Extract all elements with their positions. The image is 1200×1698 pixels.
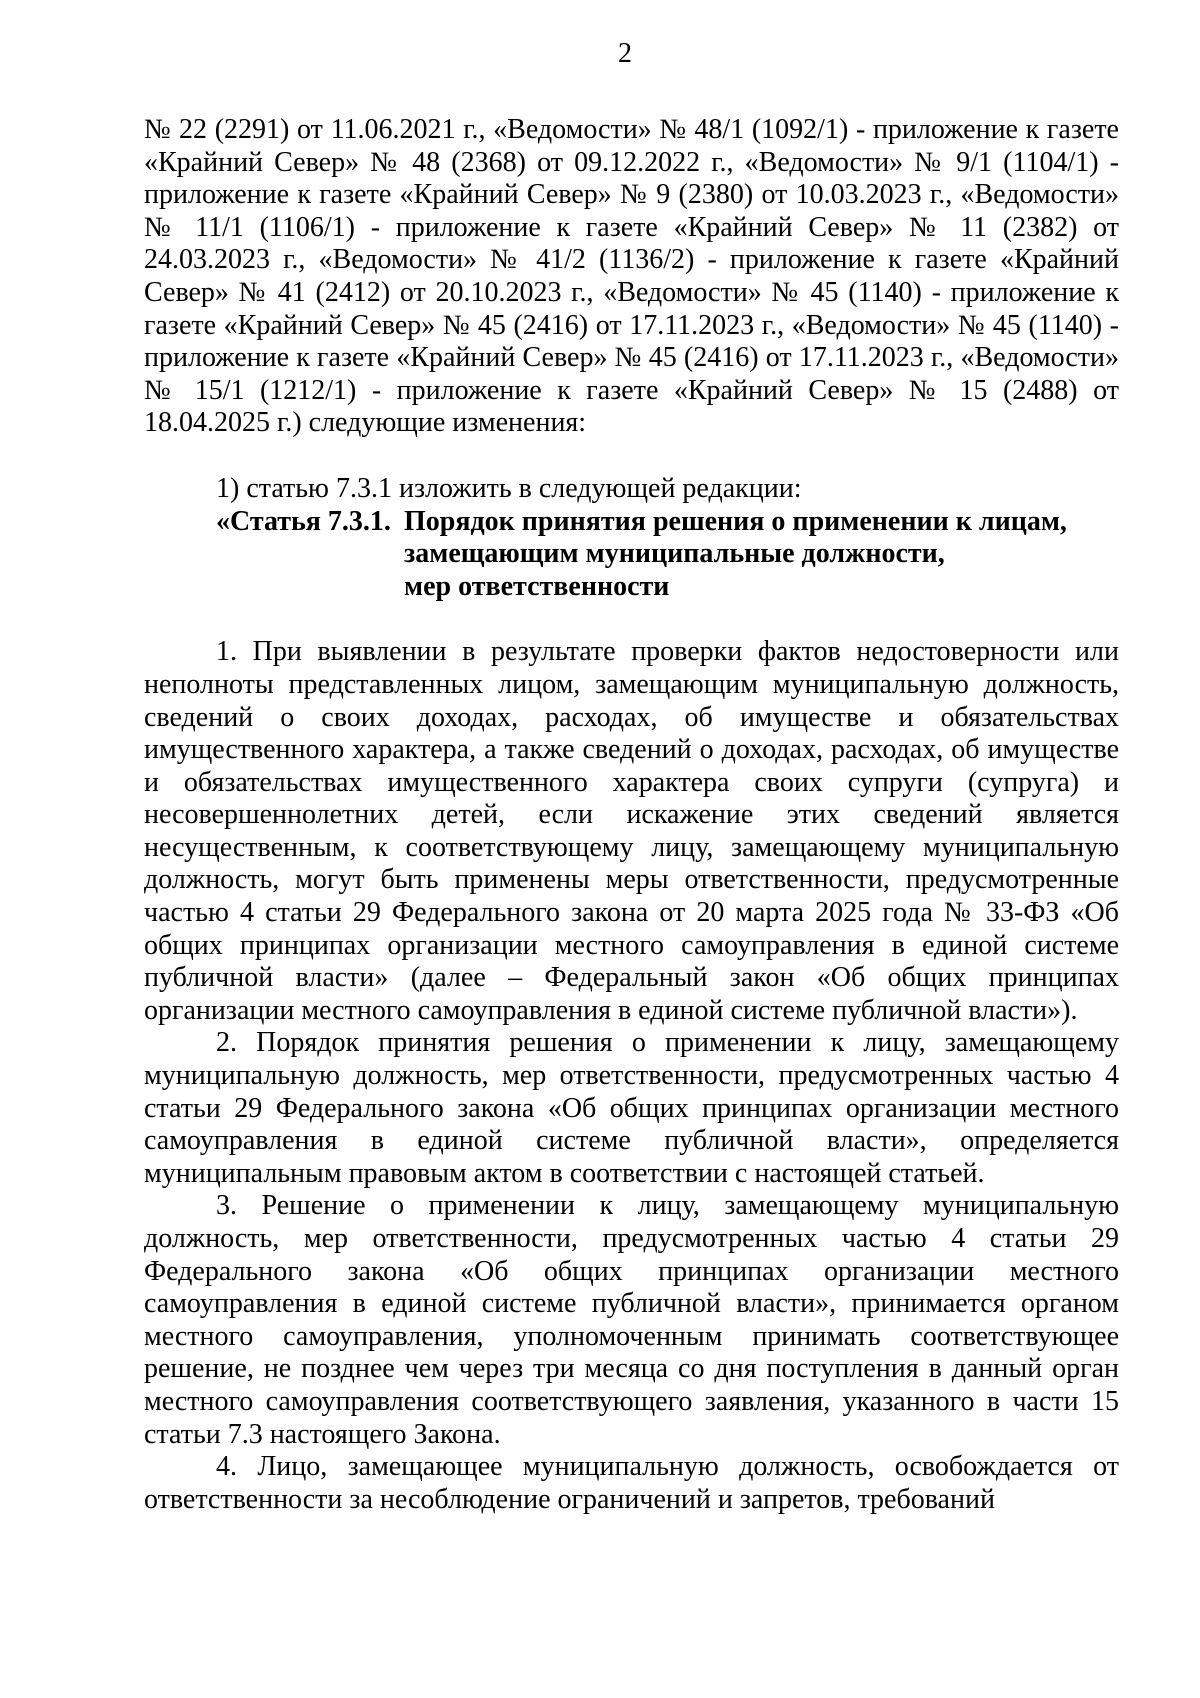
article-title-line: мер ответственности	[404, 570, 670, 602]
article-title-line: замещающим муниципальные должности,	[404, 538, 945, 570]
intro-paragraph: № 22 (2291) от 11.06.2021 г., «Ведомости» № 48/1 (1092/1) - приложение к газете «Крайний Север» № 48 (2368) от 09.12.2022 г., «Ведомости» № 9/1 (1104/1) - приложение к газете «Крайний Север» № 9 (2380) от 10.03.2023 г., «Ведомости» № 11/1 (1106/1) - приложение к газете «Крайний Север» № 11 (2382) от 24.03.2023 г., «Ведомости» № 41/2 (1136/2) - приложение к газете «Крайний Север» № 41 (2412) от 20.10.2023 г., «Ведомости» № 45 (1140) - приложение к газете «Крайний Север» № 45 (2416) от 17.11.2023 г., «Ведомости» № 45 (1140) - приложение к газете «Крайний Север» № 45 (2416) от 17.11.2023 г., «Ведомости» № 15/1 (1212/1) - приложение к газете «Крайний Север» № 15 (2488) от 18.04.2025 г.) следующие изменения:	[144, 114, 1119, 439]
article-title-line: Порядок принятия решения о применении к лицам,	[404, 505, 1067, 537]
article-number: «Статья 7.3.1.	[216, 505, 391, 537]
article-paragraph-1: 1. При выявлении в результате проверки фактов недостоверности или неполноты представленных лицом, замещающим муниципальную должность, сведений о своих доходах, расходах, об имуществе и обязательствах имущественного характера, а также сведений о доходах, расходах, об имуществе и обязательствах имущественного характера своих супруги (супруга) и несовершеннолетних детей, если искажение этих сведений является несущественным, к соответствующему лицу, замещающему муниципальную должность, могут быть применены меры ответственности, предусмотренные частью 4 статьи 29 Федерального закона от 20 марта 2025 года № 33-ФЗ «Об общих принципах организации местного самоуправления в единой системе публичной власти» (далее – Федеральный закон «Об общих принципах организации местного самоуправления в единой системе публичной власти»).	[144, 636, 1119, 1026]
article-heading	[144, 506, 1119, 604]
document-body	[144, 114, 1119, 1516]
article-paragraph-3: 3. Решение о применении к лицу, замещающему муниципальную должность, мер ответственности, предусмотренных частью 4 статьи 29 Федерального закона «Об общих принципах организации местного самоуправления в единой системе публичной власти», принимается органом местного самоуправления, уполномоченным принимать соответствующее решение, не позднее чем через три месяца со дня поступления в данный орган местного самоуправления соответствующего заявления, указанного в части 15 статьи 7.3 настоящего Закона.	[144, 1190, 1119, 1450]
page-number: 2	[618, 38, 632, 69]
amendment-item-1: 1) статью 7.3.1 изложить в следующей редакции:	[216, 472, 802, 504]
article-paragraph-2: 2. Порядок принятия решения о применении к лицу, замещающему муниципальную должность, мер ответственности, предусмотренных частью 4 статьи 29 Федерального закона «Об общих принципах организации местного самоуправления в единой системе публичной власти», определяется муниципальным правовым актом в соответствии с настоящей статьей.	[144, 1027, 1119, 1189]
article-paragraph-4: 4. Лицо, замещающее муниципальную должность, освобождается от ответственности за несоблюдение ограничений и запретов, требований	[144, 1451, 1119, 1515]
article-title	[404, 506, 1119, 604]
